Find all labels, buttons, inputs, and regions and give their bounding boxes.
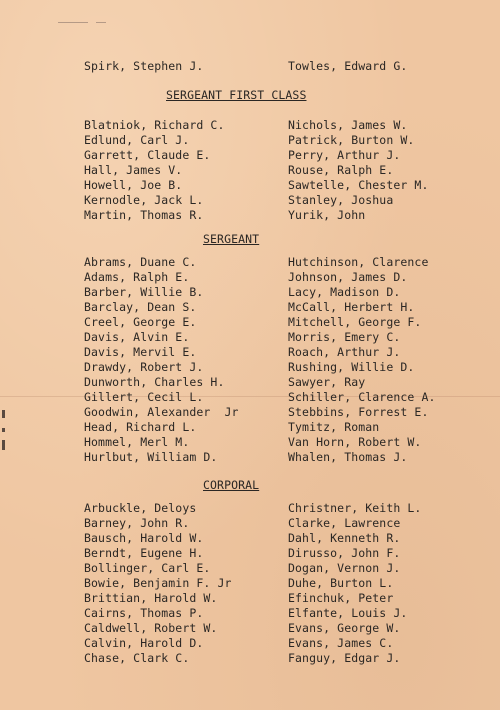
name-entry: Edlund, Carl J. <box>84 133 190 147</box>
name-entry: Cairns, Thomas P. <box>84 606 204 620</box>
name-entry: Bollinger, Carl E. <box>84 561 211 575</box>
name-entry: Adams, Ralph E. <box>84 270 190 284</box>
name-entry: Garrett, Claude E. <box>84 148 211 162</box>
name-entry: Davis, Mervil E. <box>84 345 197 359</box>
name-entry: Brittian, Harold W. <box>84 591 218 605</box>
name-entry: McCall, Herbert H. <box>288 300 415 314</box>
ink-mark <box>96 22 106 23</box>
name-entry: Van Horn, Robert W. <box>288 435 422 449</box>
name-entry: Towles, Edward G. <box>288 59 408 73</box>
ink-mark <box>58 22 88 23</box>
name-entry: Hutchinson, Clarence <box>288 255 429 269</box>
name-entry: Chase, Clark C. <box>84 651 190 665</box>
name-entry: Johnson, James D. <box>288 270 408 284</box>
margin-ink-mark <box>2 410 5 418</box>
name-entry: Berndt, Eugene H. <box>84 546 204 560</box>
name-entry: Dunworth, Charles H. <box>84 375 225 389</box>
name-entry: Bausch, Harold W. <box>84 531 204 545</box>
name-entry: Duhe, Burton L. <box>288 576 394 590</box>
name-entry: Hurlbut, William D. <box>84 450 218 464</box>
name-entry: Davis, Alvin E. <box>84 330 190 344</box>
name-entry: Spirk, Stephen J. <box>84 59 204 73</box>
name-entry: Fanguy, Edgar J. <box>288 651 401 665</box>
name-entry: Patrick, Burton W. <box>288 133 415 147</box>
name-entry: Stanley, Joshua <box>288 193 394 207</box>
name-entry: Creel, George E. <box>84 315 197 329</box>
name-entry: Whalen, Thomas J. <box>288 450 408 464</box>
name-entry: Dogan, Vernon J. <box>288 561 401 575</box>
name-entry: Goodwin, Alexander Jr <box>84 405 239 419</box>
name-entry: Roach, Arthur J. <box>288 345 401 359</box>
name-entry: Tymitz, Roman <box>288 420 380 434</box>
margin-ink-mark <box>2 440 5 450</box>
name-entry: Sawyer, Ray <box>288 375 366 389</box>
name-entry: Christner, Keith L. <box>288 501 422 515</box>
section-heading-corporal: CORPORAL <box>203 478 260 492</box>
name-entry: Kernodle, Jack L. <box>84 193 204 207</box>
name-entry: Dirusso, John F. <box>288 546 401 560</box>
name-entry: Perry, Arthur J. <box>288 148 401 162</box>
name-entry: Sawtelle, Chester M. <box>288 178 429 192</box>
name-entry: Hall, James V. <box>84 163 183 177</box>
name-entry: Evans, George W. <box>288 621 401 635</box>
name-entry: Dahl, Kenneth R. <box>288 531 401 545</box>
name-entry: Barber, Willie B. <box>84 285 204 299</box>
name-entry: Martin, Thomas R. <box>84 208 204 222</box>
name-entry: Rushing, Willie D. <box>288 360 415 374</box>
name-entry: Hommel, Merl M. <box>84 435 190 449</box>
name-entry: Caldwell, Robert W. <box>84 621 218 635</box>
name-entry: Calvin, Harold D. <box>84 636 204 650</box>
name-entry: Rouse, Ralph E. <box>288 163 394 177</box>
name-entry: Evans, James C. <box>288 636 394 650</box>
name-entry: Nichols, James W. <box>288 118 408 132</box>
name-entry: Stebbins, Forrest E. <box>288 405 429 419</box>
name-entry: Howell, Joe B. <box>84 178 183 192</box>
name-entry: Head, Richard L. <box>84 420 197 434</box>
name-entry: Abrams, Duane C. <box>84 255 197 269</box>
name-entry: Mitchell, George F. <box>288 315 422 329</box>
name-entry: Efinchuk, Peter <box>288 591 394 605</box>
section-heading-sergeant: SERGEANT <box>203 232 260 246</box>
name-entry: Drawdy, Robert J. <box>84 360 204 374</box>
name-entry: Gillert, Cecil L. <box>84 390 204 404</box>
name-entry: Bowie, Benjamin F. Jr <box>84 576 232 590</box>
section-heading-sergeant-first-class: SERGEANT FIRST CLASS <box>166 88 307 102</box>
margin-ink-mark <box>2 428 5 432</box>
name-entry: Lacy, Madison D. <box>288 285 401 299</box>
name-entry: Clarke, Lawrence <box>288 516 401 530</box>
name-entry: Barney, John R. <box>84 516 190 530</box>
name-entry: Morris, Emery C. <box>288 330 401 344</box>
name-entry: Yurik, John <box>288 208 366 222</box>
name-entry: Blatniok, Richard C. <box>84 118 225 132</box>
name-entry: Arbuckle, Deloys <box>84 501 197 515</box>
name-entry: Elfante, Louis J. <box>288 606 408 620</box>
name-entry: Barclay, Dean S. <box>84 300 197 314</box>
name-entry: Schiller, Clarence A. <box>288 390 436 404</box>
